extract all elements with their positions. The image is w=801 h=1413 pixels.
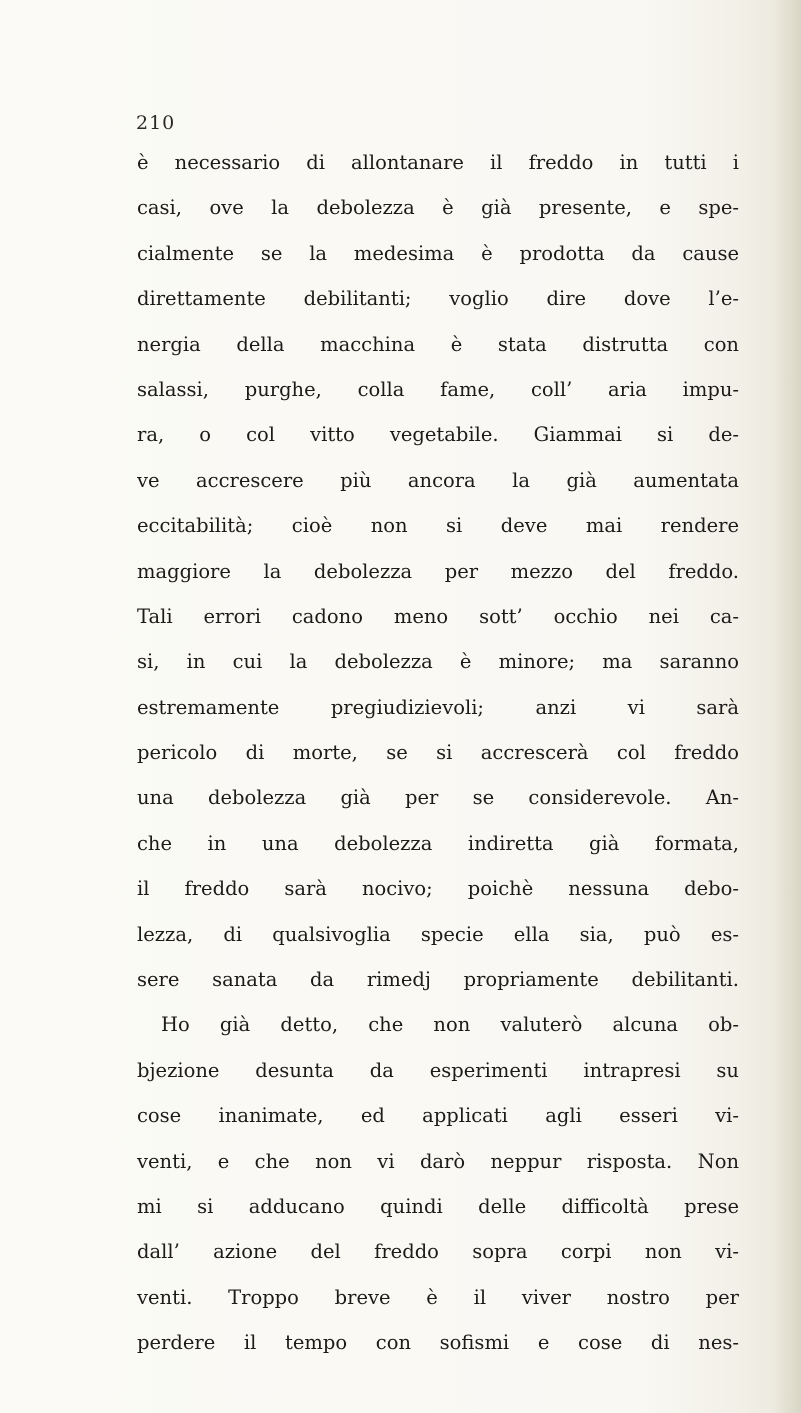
text-line: perdere il tempo con sofismi e cose di nes- xyxy=(137,1331,739,1355)
body-text xyxy=(137,140,739,1366)
text-line: salassi, purghe, colla fame, coll’ aria impu- xyxy=(137,377,739,401)
text-line: ra, o col vitto vegetabile. Giammai si de- xyxy=(137,423,739,447)
text-line: nergia della macchina è stata distrutta con xyxy=(137,332,739,356)
text-line: cose inanimate, ed applicati agli esseri vi- xyxy=(137,1104,739,1128)
page-edge-shadow xyxy=(773,0,801,1413)
text-line: bjezione desunta da esperimenti intrapresi su xyxy=(137,1058,739,1082)
text-line: casi, ove la debolezza è già presente, e spe- xyxy=(137,196,739,220)
text-line: cialmente se la medesima è prodotta da cause xyxy=(137,241,739,265)
text-line: eccitabilità; cioè non si deve mai rendere xyxy=(137,514,739,538)
text-line: direttamente debilitanti; voglio dire dove l’e- xyxy=(137,287,739,311)
text-line: si, in cui la debolezza è minore; ma saranno xyxy=(137,650,739,674)
text-line: lezza, di qualsivoglia specie ella sia, può es- xyxy=(137,922,739,946)
page-number: 210 xyxy=(136,112,176,134)
text-line: è necessario di allontanare il freddo in tutti i xyxy=(137,151,739,174)
text-line: sere sanata da rimedj propriamente debilitanti. xyxy=(137,968,739,992)
text-line: pericolo di morte, se si accrescerà col freddo xyxy=(137,741,739,765)
text-line: venti, e che non vi darò neppur risposta. Non xyxy=(137,1149,739,1173)
text-line: dall’ azione del freddo sopra corpi non vi- xyxy=(137,1240,739,1264)
text-line: Tali errori cadono meno sott’ occhio nei ca- xyxy=(137,604,739,628)
text-line: una debolezza già per se considerevole. An- xyxy=(137,786,739,810)
text-line: ve accrescere più ancora la già aumentata xyxy=(137,468,739,492)
text-line: maggiore la debolezza per mezzo del freddo. xyxy=(137,559,739,583)
text-line: mi si adducano quindi delle difficoltà prese xyxy=(137,1194,739,1218)
text-line: estremamente pregiudizievoli; anzi vi sarà xyxy=(137,695,739,719)
text-line: il freddo sarà nocivo; poichè nessuna debo- xyxy=(137,877,739,901)
text-line: Ho già detto, che non valuterò alcuna ob- xyxy=(161,1013,739,1037)
text-line: venti. Troppo breve è il viver nostro per xyxy=(137,1285,739,1309)
text-line: che in una debolezza indiretta già formata, xyxy=(137,831,739,855)
